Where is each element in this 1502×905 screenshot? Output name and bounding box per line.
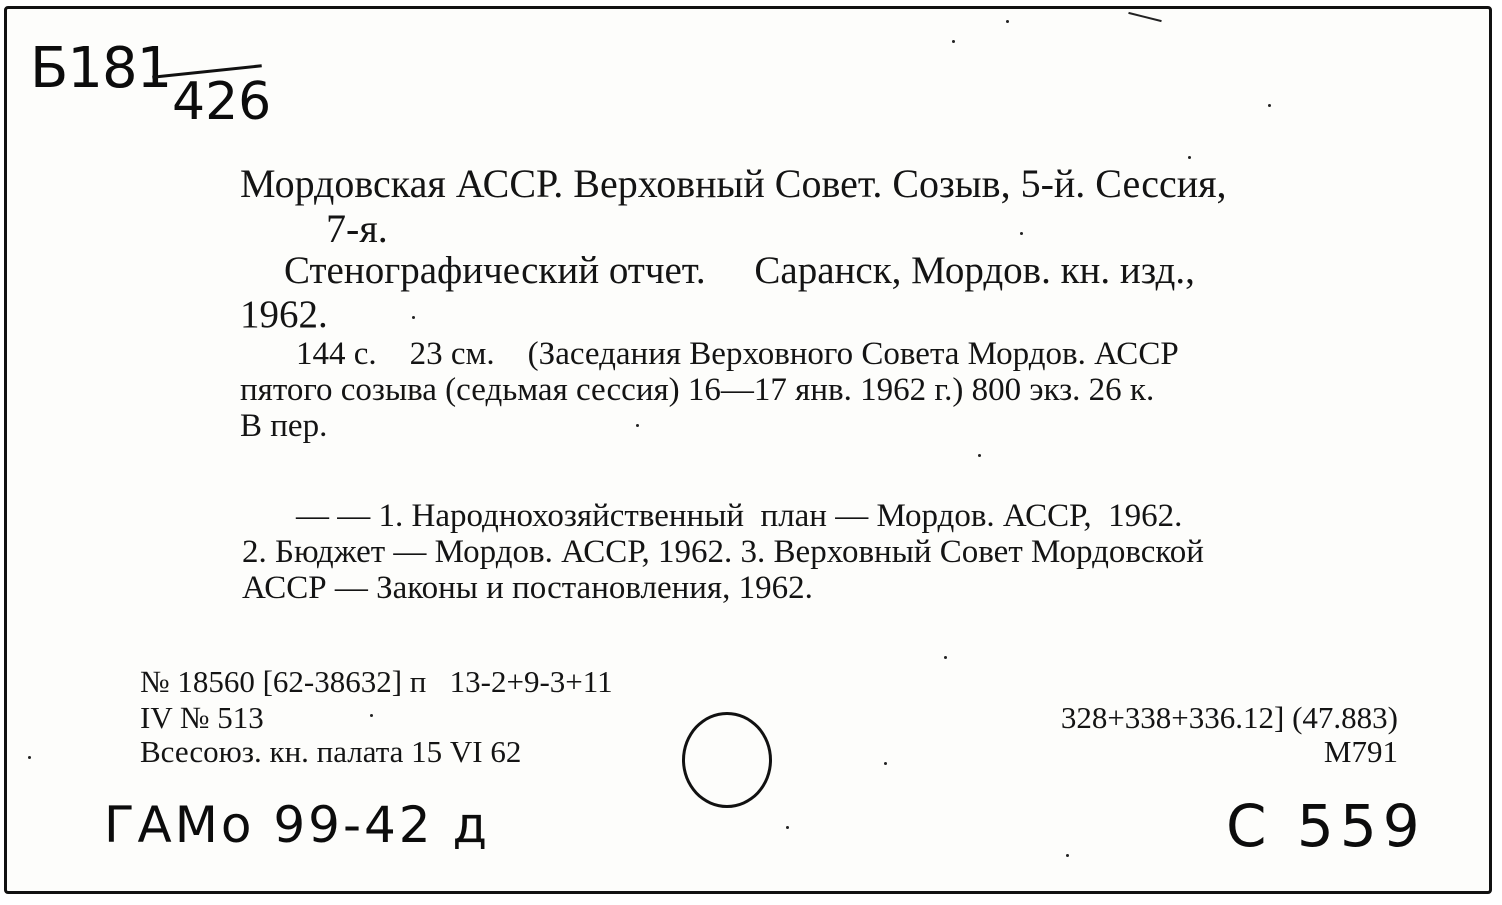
speck	[884, 762, 887, 765]
subjects-line-2: 2. Бюджет — Мордов. АССР, 1962. 3. Верховный Совет Мордовской	[242, 534, 1204, 570]
subjects-line-1: — — 1. Народнохозяйственный план — Мордов. АССР, 1962.	[296, 498, 1183, 534]
signature-code: С 559	[1226, 792, 1426, 860]
registry-chamber: Всесоюз. кн. палата 15 VI 62	[140, 734, 522, 769]
speck	[370, 714, 373, 717]
subjects-line-3: АССР — Законы и постановления, 1962.	[242, 570, 813, 606]
heading-line-2: 7-я.	[326, 206, 388, 251]
description-line-3: В пер.	[240, 408, 328, 444]
speck	[1188, 156, 1191, 159]
description-line-2: пятого созыва (седьмая сессия) 16—17 янв. 1962 г.) 800 экз. 26 к.	[240, 372, 1155, 408]
circle-stamp	[682, 712, 772, 808]
scratch-mark	[1128, 12, 1161, 22]
classification-index: 328+338+336.12] (47.883)	[1060, 700, 1398, 735]
heading-line-1: Мордовская АССР. Верховный Совет. Созыв, 5-й. Сессия,	[240, 161, 1227, 206]
speck	[944, 656, 947, 659]
title-line-2: 1962.	[240, 293, 328, 336]
speck	[636, 424, 639, 427]
speck	[1066, 854, 1069, 857]
shelf-number: 426	[172, 72, 272, 132]
archive-code: ГАМо 99-42 д	[104, 796, 491, 854]
speck	[1020, 232, 1023, 235]
registry-volume: IV № 513	[140, 700, 264, 735]
author-mark: М791	[1323, 734, 1398, 769]
speck	[978, 454, 981, 457]
speck	[1268, 104, 1271, 107]
speck	[412, 316, 415, 319]
speck	[1006, 20, 1009, 23]
speck	[786, 826, 789, 829]
registry-number: № 18560 [62-38632] п 13-2+9-3+11	[140, 664, 613, 699]
speck	[952, 40, 955, 43]
speck	[28, 756, 31, 759]
title-line-1: Стенографический отчет. Саранск, Мордов. кн. изд.,	[284, 249, 1195, 292]
shelf-mark: Б181	[30, 36, 172, 101]
description-line-1: 144 с. 23 см. (Заседания Верховного Совета Мордов. АССР	[296, 336, 1179, 372]
